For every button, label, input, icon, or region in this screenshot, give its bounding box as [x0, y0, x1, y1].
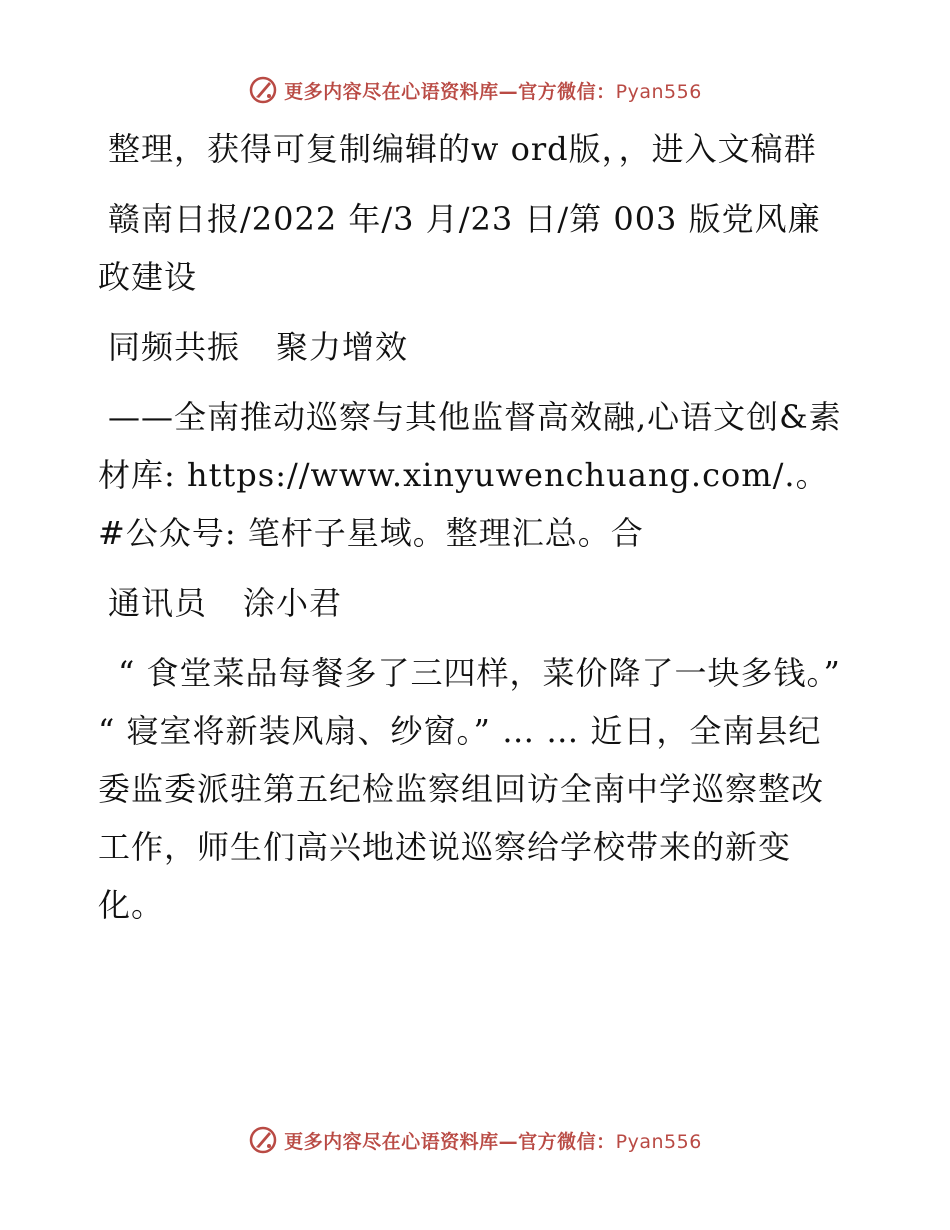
wechat-id: Pyan556: [615, 1130, 702, 1153]
source-line: 赣南日报/2022 年/3 月/23 日/第 003 版党风廉政建设: [98, 200, 821, 296]
header-banner: [0, 70, 950, 110]
title-part-2: 聚力增效: [276, 328, 409, 366]
intro-paragraph: 整理，获得可复制编辑的w ord版，，进入文稿群: [108, 130, 817, 168]
article-subtitle: ——全南推动巡察与其他监督高效融,心语文创&素材库: https://www.xinyuwenchuang.com/.。#公众号: 笔杆子星域。整理汇总。合: [98, 398, 842, 552]
quill-pen-logo-icon: [248, 75, 278, 105]
footer-banner-text: 更多内容尽在心语资料库—官方微信：Pyan556: [284, 1130, 702, 1153]
byline-role: 通讯员: [108, 584, 208, 622]
article-title: [98, 318, 850, 376]
title-part-1: 同频共振: [108, 328, 241, 366]
byline: [98, 574, 850, 632]
footer-banner: [0, 1120, 950, 1160]
byline-name: 涂小君: [243, 584, 343, 622]
header-banner-text: 更多内容尽在心语资料库—官方微信：Pyan556: [284, 80, 702, 103]
document-body: [98, 120, 850, 946]
body-paragraph: “ 食堂菜品每餐多了三四样，菜价降了一块多钱。” “ 寝室将新装风扇、纱窗。” … … 近日，全南县纪委监委派驻第五纪检监察组回访全南中学巡察整改工作，师生们高兴地述说巡察给学校带来的新变化。: [98, 654, 841, 924]
quill-pen-logo-icon: [248, 1125, 278, 1155]
wechat-id: Pyan556: [615, 80, 702, 103]
